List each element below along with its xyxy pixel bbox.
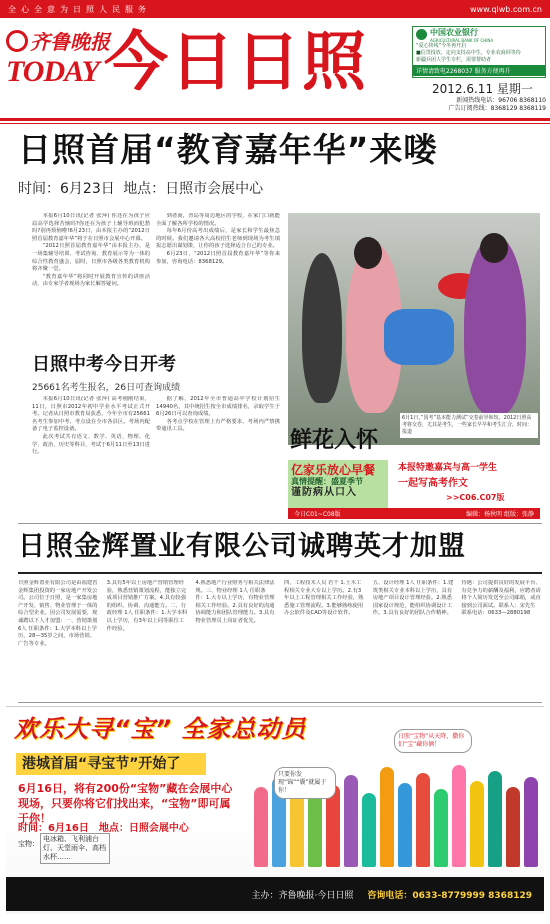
figure-icon	[290, 791, 304, 867]
paragraph: “2012日照首届教育嘉年华”由本报主办，是一场集辅导培训、考试咨询、教育展示等为一体的综合性教育盛会，届时，日照市各级各类教育机构将齐聚一堂。	[32, 243, 150, 273]
paragraph: 本报6月10日讯(记者 张萍) 你还在为孩子应届高学选择苦恼吗?你还在为孩子上辅导班而犯愁吗?别再烦恼啦!6月23日，由本报主办的“2012日照首届教育嘉年华”将于在日照市会展中心开幕。	[32, 213, 150, 242]
figure-icon	[416, 773, 430, 867]
figure-icon	[254, 787, 268, 867]
masthead-title: 今日日照	[104, 25, 368, 100]
ad-body: 6月16日，将有200份“宝物”藏在会展中心现场，只要你将它们找出来，“宝物”即可属于你！	[18, 782, 233, 825]
footer-pages: 今日C01~C08版	[294, 511, 341, 518]
zhongkao-body-left	[32, 396, 150, 518]
bank-name-en: AGRICULTURAL BANK OF CHINA	[430, 37, 494, 43]
recruit-column: 待遇：公司提供良好的发展平台、有竞争力的薪酬及福利，应聘者请将个人简历发送至公司邮箱，或直接到公司面试。联系人：宋先生 联系电话：0633—2880198	[461, 580, 541, 617]
lead-photo[interactable]	[288, 213, 540, 445]
promo-line-3: 谨防病从口入	[291, 487, 357, 498]
bouquet-icon	[384, 309, 454, 365]
photo-caption: 6月1日，”国考”基本能力测试”交卷前异和短。2012日照高考将交卷，尤其是考生，一些家长早早和考生汇合，时间：报道	[400, 413, 538, 438]
issue-date: 2012.6.11 星期一	[432, 82, 533, 96]
figure-icon	[470, 781, 484, 867]
site-url[interactable]: www.qlwb.com.cn	[470, 4, 542, 14]
lead-body-right	[156, 213, 280, 351]
lead-place: 地点：日照市会展中心	[123, 181, 264, 197]
recruit-column: 五、设计经理 1人 任职条件：1.建筑类相关专业本科以上学历，具有房地产项目设计管理经验。2.熟悉国家设计规范，能组织协调设计工作。3.具有良好的团队合作精神。	[372, 580, 454, 617]
promo-title: 亿家乐放心早餐	[291, 463, 376, 477]
lead-time: 时间：6月23日	[18, 181, 115, 197]
ad-hotline[interactable]: 咨询电话：0633-8779999 8368129	[367, 890, 532, 901]
figure-icon	[488, 771, 502, 867]
section-divider	[18, 702, 542, 703]
ad-title: 欢乐大寻“宝” 全家总动员	[14, 715, 307, 743]
promo-line-2: 真情提醒：盛夏季节	[291, 477, 363, 486]
zhongkao-subhead: 25661名考生报名，26日可查询成绩	[32, 383, 181, 393]
ads-hotline: 广告订阅热线：8368129 8368119	[448, 105, 546, 112]
report-page-link[interactable]: >>C06.C07版	[446, 493, 505, 502]
section-divider	[18, 523, 542, 524]
paragraph: 6月23日，“2012日照首届教育嘉年华”等你来参加，咨询电话：8368129。	[156, 250, 280, 265]
paragraph: 据了解，2012年全市普通高中学校计划招生14940名，其中统招生按全市成绩排名，录取学生于6月26日可以查询成绩。	[156, 396, 280, 418]
paragraph: 到者而，青岛等周边地区的学校，在家门口就能全面了解各所学校的情况。	[156, 213, 280, 227]
logo-ring-icon	[6, 30, 28, 52]
bank-footer: 详情请致电2268037 服务方便再升	[413, 65, 545, 76]
figure-icon	[344, 775, 358, 867]
figure-icon	[362, 793, 376, 867]
lead-body-left	[32, 213, 150, 351]
photo-figure	[302, 253, 342, 403]
page-footer-bar	[288, 508, 540, 519]
figure-icon	[506, 787, 520, 867]
photo-figure	[480, 233, 508, 263]
bank-advert[interactable]	[412, 26, 546, 78]
masthead-rule-thin	[0, 123, 550, 124]
speech-bubble-right: 日照“宝物”从天降，撒你们“宝”藏你俩！	[394, 729, 472, 753]
figure-icon	[434, 789, 448, 867]
recruit-headline[interactable]: 日照金辉置业有限公司诚聘英才加盟	[18, 531, 466, 562]
zhongkao-headline[interactable]: 日照中考今日开考	[32, 354, 176, 375]
recruit-column: 3.具有5年以上房地产营销管理经验，熟悉营销策划流程，能独立完成项目营销推广方案。4.具有较强的组织、协调、沟通能力。二、行政经理 1人 任职条件：1.大学本科以上学历，有3年以上同等职位工作经验。	[106, 580, 188, 632]
recruit-rule	[18, 572, 542, 574]
hotlines	[438, 97, 546, 113]
treasure-hunt-advert[interactable]	[6, 706, 544, 914]
paragraph: 各考点学校在管理上有严格要求，考场内严禁携带通讯工具。	[156, 418, 280, 433]
zhongkao-body-right	[156, 396, 280, 518]
bank-line-2: ■信贷投放、定向支持高中生，专业农商同等待	[416, 50, 521, 56]
recruit-column: 四、工程技术人员 若干 1.土木工程相关专业大专以上学历。2.有3年以上工程管理相关工作经验，熟悉施工管理流程。3.能够熟练使用办公软件及CAD等设计软件。	[284, 580, 364, 617]
recruit-columns	[18, 580, 542, 700]
top-bar	[0, 0, 550, 18]
paragraph: 本报6月10日讯(记者 张萍) 高考刚刚结束，11日，日照市2012年初中学业水平考试正式开考。记者从日照市教育局获悉，今年全市有25661名考生参加中考，考点设在全市各县区。考场内配备了电子监控设备。	[32, 396, 150, 433]
masthead-rule	[0, 118, 550, 121]
figure-icon	[398, 783, 412, 867]
brand-en: TODAY	[6, 55, 99, 88]
recruit-column: 日照金辉置业有限公司是由福建省金辉集团投资的一家房地产开发公司。公司位于日照，是一家集房地产开发、销售、物业管理于一体的综合型企业。因公司发展需要，现诚聘以下人才加盟：一、营销策划 6人 任职条件：1.大学本科以上学历，28—35岁之间，市场营销、广告等专业。	[18, 580, 98, 647]
figure-icon	[524, 777, 538, 867]
news-hotline: 新闻热线电话：96706 8368110	[456, 97, 546, 104]
lead-headline[interactable]: 日照首届“教育嘉年华”来喽	[18, 130, 438, 169]
ad-footer	[6, 877, 544, 911]
ad-sponsor: 主办：齐鲁晚报·今日日照	[251, 890, 354, 901]
bank-line-1: “爱心快线”今冬再开启	[416, 43, 467, 49]
ad-gift-list: 电冰箱、飞利浦台灯、天堂雨伞、高档水杯……	[40, 833, 110, 864]
breakfast-promo[interactable]	[288, 460, 388, 510]
photo-figure	[354, 237, 382, 269]
photo-title: 鲜花入怀	[290, 428, 379, 453]
report-title-2[interactable]: 一起写高考作文	[398, 478, 468, 489]
paragraph: “教育嘉年华”将同时开展教育宣传的讲座活动，由专家学者现场为家长解答疑问。	[32, 273, 150, 288]
bank-line-3: 新疆兵团人学生专栏，需要帮助者	[416, 57, 492, 63]
lead-subline	[18, 180, 263, 198]
ad-gift-label: 宝物：	[18, 840, 39, 848]
speech-bubble-left: 只要你发现“锦”“囊”就属于你！	[274, 767, 336, 799]
ad-time-place: 时间：6月16日 地点：日照会展中心	[18, 823, 189, 834]
paragraph: 此次考试共有语文、数学、英语、物理、化学、政治、历史等科目，考试于6月11日至13日进行。	[32, 433, 150, 456]
footer-editor: 编辑：杨秋明 组版：张静	[466, 511, 534, 518]
bank-logo-icon	[416, 29, 427, 40]
ad-subtitle: 港城首届“寻宝节”开始了	[16, 753, 206, 775]
brand-cn: 齐鲁晚报	[30, 30, 110, 54]
paragraph: 每年6月份高考出成绩后，是家长和学生最焦急的时候。我们邀请各大高校招生老师到现场为考生填报志愿出谋划策，让你的孩子选择适合自己的专业。	[156, 228, 280, 250]
bank-name: 中国农业银行	[430, 27, 478, 37]
figure-icon	[380, 767, 394, 867]
figure-icon	[452, 765, 466, 867]
recruit-column: 4.熟悉地产行业财务与相关法律法规。三、物业经理 1人 任职条件：1.大专以上学历，有物业管理相关工作经验。2.具有良好的沟通协调能力和团队管理能力。3.具有物业管理员上岗证者优先。	[195, 580, 275, 624]
slogan: 全心全意为日照人民服务	[8, 4, 151, 14]
report-title-1[interactable]: 本报特邀嘉宾与高一学生	[398, 463, 498, 473]
